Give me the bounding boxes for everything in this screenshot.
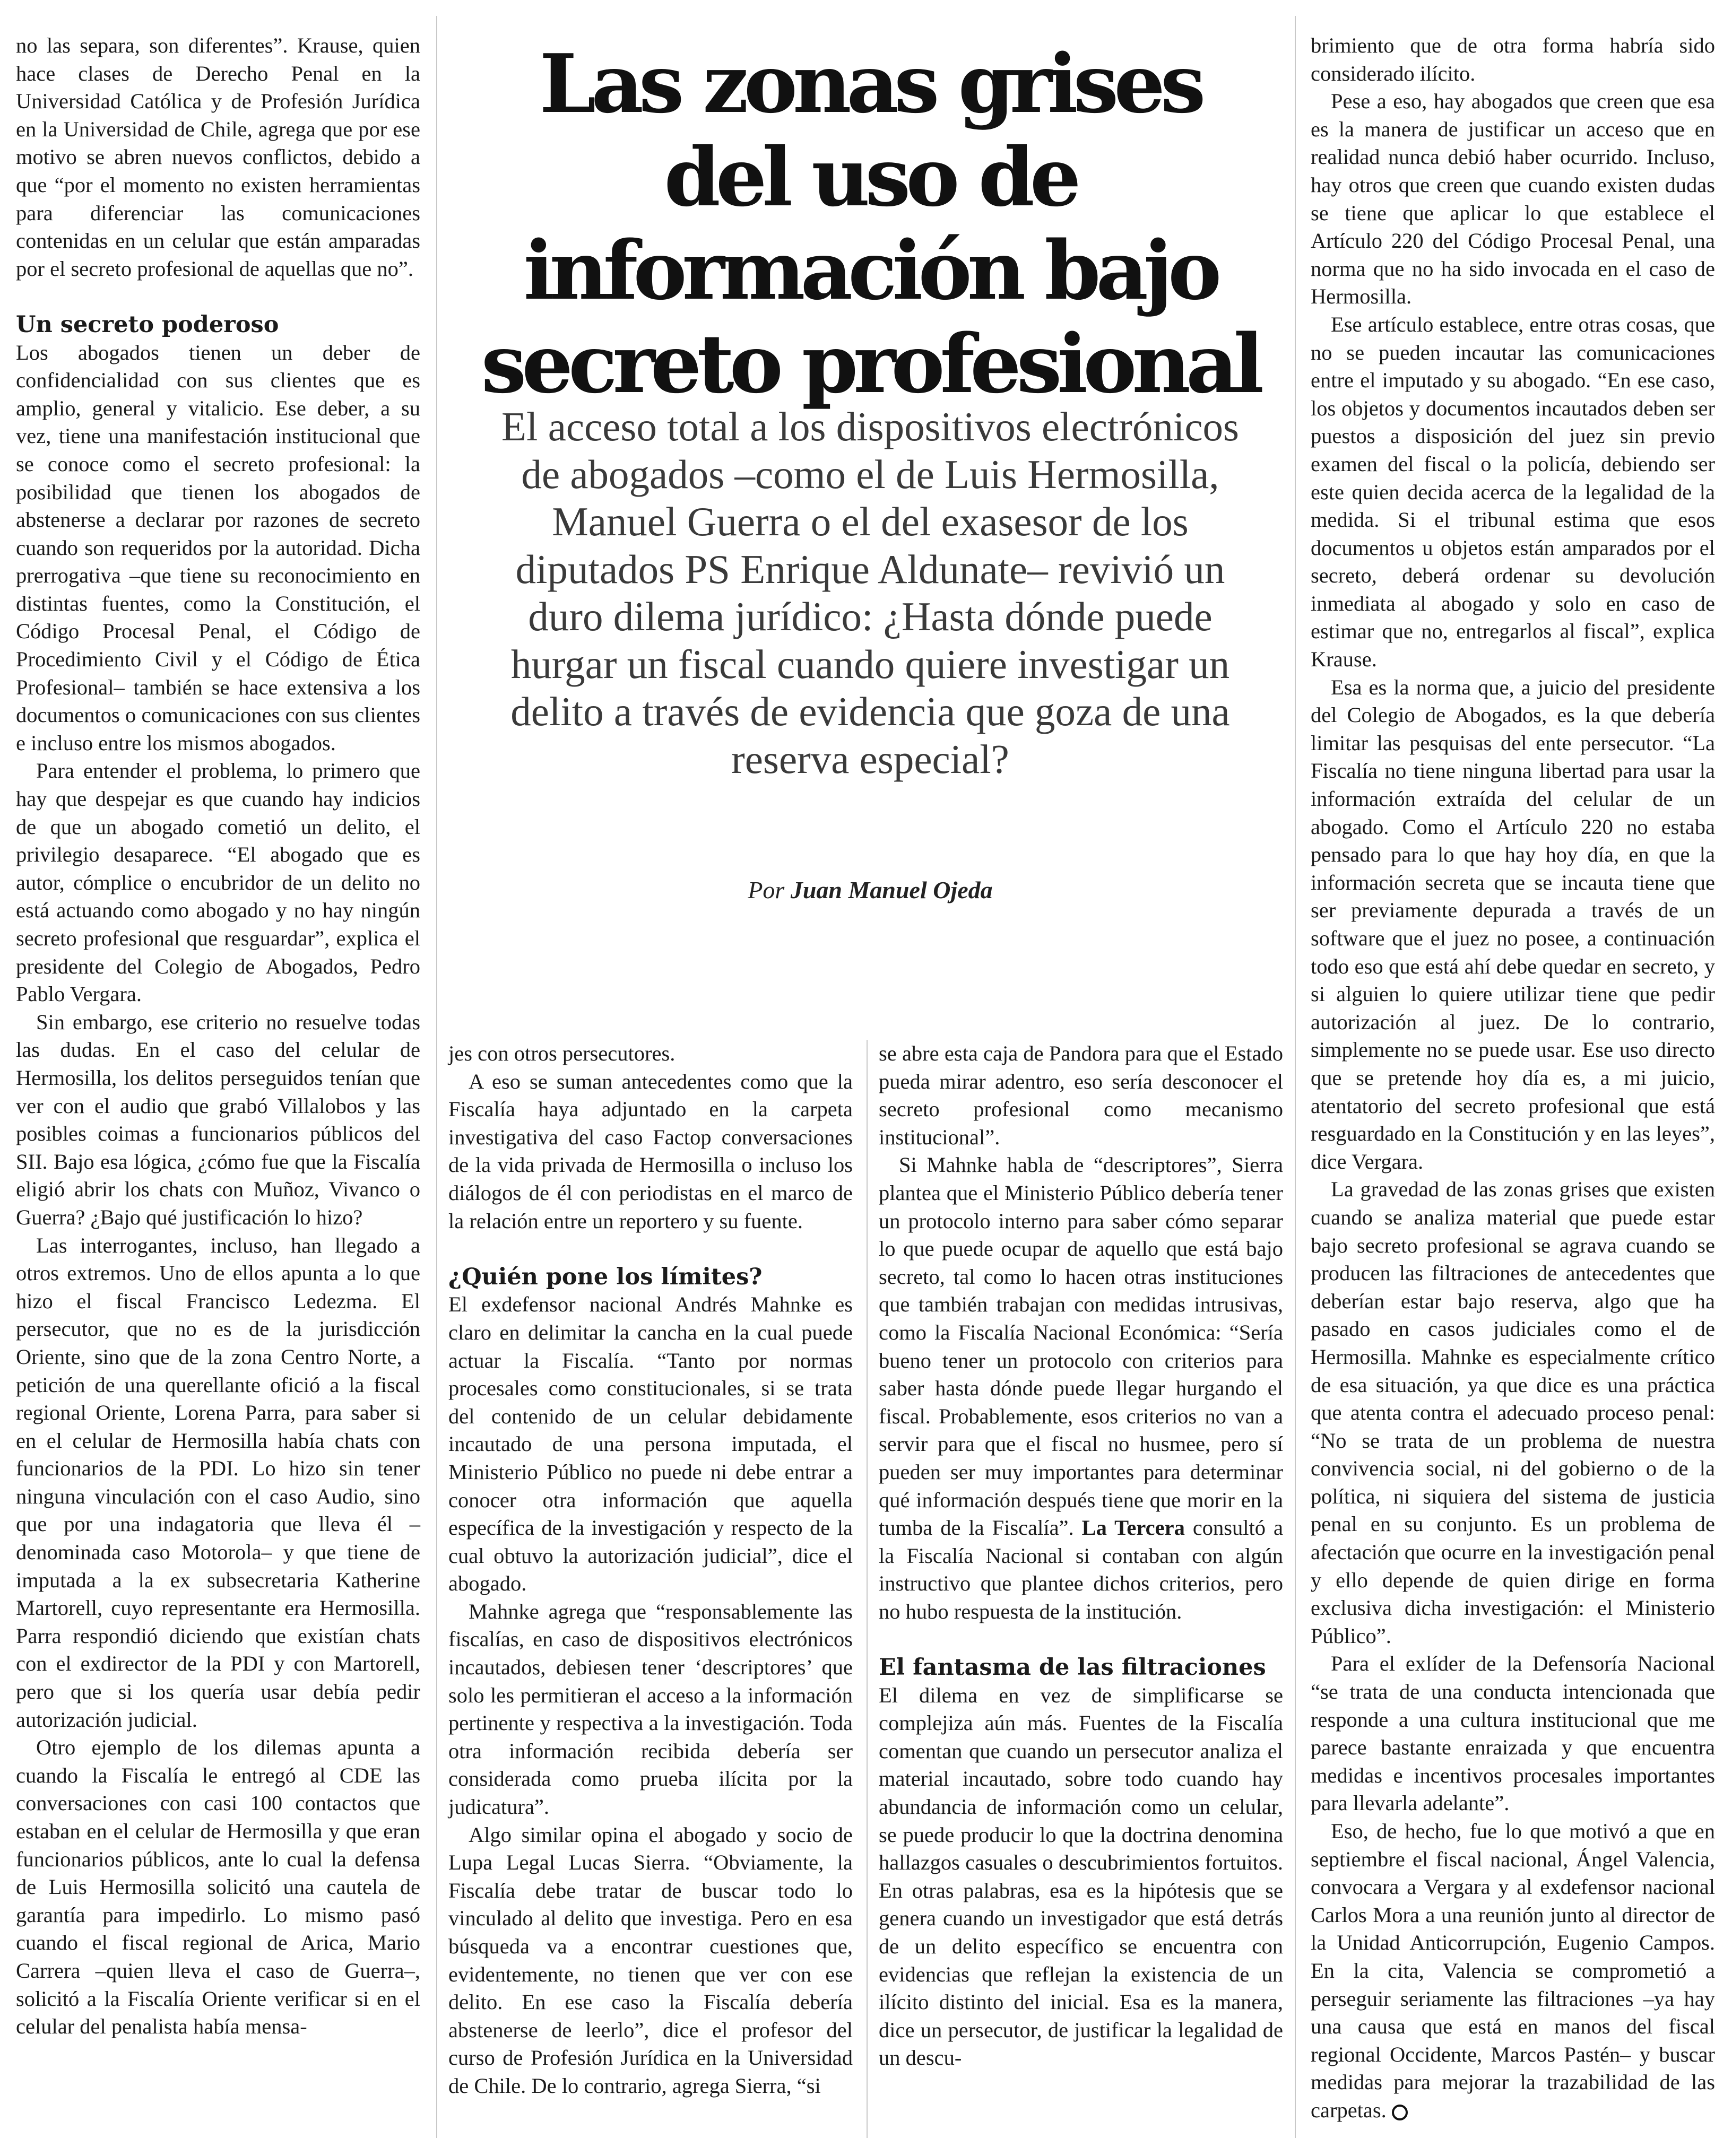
- article-headline: Las zonas grises del uso de información bajo secreto profesional: [481, 36, 1260, 411]
- newspaper-name: La Tercera: [1081, 1516, 1185, 1540]
- paragraph-text: Si Mahnke habla de “descriptores”, Sierra plantea que el Ministerio Público debería tener un protocolo interno para saber cómo separar lo que puede ocupar de aquello que está bajo secreto, tal como lo hacen otras instituciones que también trabajan con medidas intrusivas, como la Fiscalía Nacional Económica: “Sería bueno tener un protocolo con criterios para saber hasta dónde puede llegar hurgando el fiscal. Probablemente, esos criterios no van a servir para que el fiscal no husmee, pero sí pueden ser muy importantes para determinar qué información después tiene que morir en la tumba de la Fiscalía”.: [879, 1153, 1283, 1540]
- section-heading: ¿Quién pone los límites?: [448, 1263, 763, 1290]
- paragraph: El dilema en vez de simplificarse se complejiza aún más. Fuentes de la Fiscalía comentan que cuando un persecutor analiza el material incautado, sobre todo cuando hay abundancia de información como un celular, se puede producir lo que la doctrina denomina hallazgos casuales o descubrimientos fortuitos. En otras palabras, esa es la hipótesis que se genera cuando un investigador que está detrás de un delito específico se encuentra con evidencias que reflejan la existencia de un ilícito distinto del inicial. Esa es la manera, dice un persecutor, de justificar la legalidad de un descu-: [879, 1683, 1283, 2070]
- byline-prefix: Por: [748, 876, 785, 903]
- paragraph-text: Eso, de hecho, fue lo que motivó a que en septiembre el fiscal nacional, Ángel Valencia, convocara a Vergara y al exdefensor nacional Carlos Mora a una reunión junto al director de la Unidad Anticorrupción, Eugenio Campos. En la cita, Valencia se comprometió a perseguir seriamente las filtraciones –ya hay una causa que está en manos del fiscal regional Occidente, Marcos Pastén– y buscar medidas para mejorar la trazabilidad de las carpetas.: [1311, 1819, 1715, 2122]
- section-heading: Un secreto poderoso: [16, 311, 279, 338]
- paragraph: Mahnke agrega que “responsablemente las fiscalías, en caso de dispositivos electrónicos incautados, debiesen tener ‘descriptores’ que solo les permitieran el acceso a la información pertinente y respectiva a la investigación. Toda otra información recibida debería ser considerada como prueba ilícita por la judicatura”.: [448, 1599, 853, 1819]
- column-rule-left: [436, 16, 437, 2138]
- paragraph: [879, 1151, 1283, 1625]
- column-4: [1311, 32, 1715, 2125]
- column-2: [448, 1040, 853, 2100]
- paragraph: Los abogados tienen un deber de confidencialidad con sus clientes que es amplio, general y vitalicio. Ese deber, a su vez, tiene una manifestación institucional que se conoce como el secreto profesional: la posibilidad que tienen los abogados de abstenerse a declarar por razones de secreto cuando son requeridos por la autoridad. Dicha prerrogativa –que tiene su reconocimiento en distintas fuentes, como la Constitución, el Código Procesal Penal, el Código de Procedimiento Civil y el Código de Ética Profesional– también se hace extensiva a los documentos o comunicaciones con sus clientes e incluso entre los mismos abogados.: [16, 340, 420, 755]
- paragraph: Las interrogantes, incluso, han llegado a otros extremos. Uno de ellos apunta a lo que hizo el fiscal Francisco Ledezma. El persecutor, que no es de la jurisdicción Oriente, sino que de la zona Centro Norte, a petición de una querellante ofició a la fiscal regional Oriente, Lorena Parra, para saber si en el celular de Hermosilla había chats con funcionarios de la PDI. Lo hizo sin tener ninguna vinculación con el caso Audio, sino que por una indagatoria que lleva él –denominada caso Motorola– y que tiene de imputada a la ex subsecretaria Katherine Martorell, cuyo representante era Hermosilla. Parra respondió diciendo que existían chats con el exdirector de la PDI y con Martorell, pero que si los quería usar debía pedir autorización judicial.: [16, 1233, 420, 1732]
- paragraph: Otro ejemplo de los dilemas apunta a cuando la Fiscalía le entregó al CDE las conversaciones con casi 100 contactos que estaban en el celular de Hermosilla y que eran funcionarios públicos, ante lo cual la defensa de Luis Hermosilla solicitó una cautela de garantía para impedirlo. Lo mismo pasó cuando el fiscal regional de Arica, Mario Carrera –quien lleva el caso de Guerra–, solicitó a la Fiscalía Oriente verificar si en el celular del penalista había mensa-: [16, 1735, 420, 2039]
- paragraph: [1311, 1818, 1715, 2125]
- byline-author: Juan Manuel Ojeda: [790, 876, 993, 903]
- paragraph: A eso se suman antecedentes como que la Fiscalía haya adjuntado en la carpeta investigativa del caso Factop conversaciones de la vida privada de Hermosilla o incluso los diálogos de él con periodistas en el marco de la relación entre un reportero y su fuente.: [448, 1069, 853, 1233]
- paragraph: Esa es la norma que, a juicio del presidente del Colegio de Abogados, es la que debería limitar las pesquisas del ente persecutor. “La Fiscalía no tiene ninguna libertad para usar la información extraída del celular de un abogado. Como el Artículo 220 no estaba pensado para lo que hay hoy día, en que la información secreta que se incauta tiene que ser previamente depurada a través de un software que el juez no posee, a continuación todo eso que está ahí debe quedar en secreto, y si alguien lo quiere utilizar tiene que pedir autorización al juez. De lo contrario, simplemente no se puede usar. Ese uso directo que se pretende hoy día es, a mi juicio, atentatorio del secreto profesional que está resguardado en la Constitución y en las leyes”, dice Vergara.: [1311, 675, 1715, 1173]
- paragraph: El exdefensor nacional Andrés Mahnke es claro en delimitar la cancha en la cual puede actuar la Fiscalía. “Tanto por normas procesales como constitucionales, si se trata del contenido de un celular debidamente incautado de una persona imputada, el Ministerio Público no puede ni debe entrar a conocer otra información que aquella específica de la investigación y respecto de la cual obtuvo la autorización judicial”, dice el abogado.: [448, 1292, 853, 1596]
- paragraph: Para entender el problema, lo primero que hay que despejar es que cuando hay indicios de que un abogado cometió un delito, el privilegio desaparece. “El abogado que es autor, cómplice o encubridor de un delito no está actuando como abogado y no hay ningún secreto profesional que resguardar”, explica el presidente del Colegio de Abogados, Pedro Pablo Vergara.: [16, 759, 420, 1006]
- paragraph: se abre esta caja de Pandora para que el Estado pueda mirar adentro, eso sería desconocer el secreto profesional como mecanismo institucional”.: [879, 1041, 1283, 1149]
- section-heading: El fantasma de las filtraciones: [879, 1654, 1266, 1681]
- paragraph: Pese a eso, hay abogados que creen que esa es la manera de justificar un acceso que en realidad nunca debió haber ocurrido. Incluso, hay otros que creen que cuando existen dudas se tiene que aplicar lo que establece el Artículo 220 del Código Procesal Penal, una norma que no ha sido invocada en el caso de Hermosilla.: [1311, 89, 1715, 309]
- paragraph: Algo similar opina el abogado y socio de Lupa Legal Lucas Sierra. “Obviamente, la Fiscalía debe tratar de buscar todo lo vinculado al delito que investiga. Pero en esa búsqueda va a encontrar cuestiones que, evidentemente, no tienen que ver con ese delito. En ese caso la Fiscalía debería abstenerse de leerlo”, dice el profesor del curso de Profesión Jurídica en la Universidad de Chile. De lo contrario, agrega Sierra, “si: [448, 1822, 853, 2098]
- article-byline: [478, 875, 1263, 905]
- paragraph: Sin embargo, ese criterio no resuelve todas las dudas. En el caso del celular de Hermosilla, los delitos perseguidos tenían que ver con el audio que grabó Villalobos y las posibles coimas a funcionarios públicos del SII. Bajo esa lógica, ¿cómo fue que la Fiscalía eligió abrir los chats con Muñoz, Vivanco o Guerra? ¿Bajo qué justificación lo hizo?: [16, 1010, 420, 1229]
- paragraph: no las separa, son diferentes”. Krause, quien hace clases de Derecho Penal en la Universidad Católica y de Profesión Jurídica en la Universidad de Chile, agrega que por ese motivo se abren nuevos conflictos, debido a que “por el momento no existen herramientas para diferenciar las comunicaciones contenidas en un celular que están amparadas por el secreto profesional de aquellas que no”.: [16, 33, 420, 281]
- paragraph: jes con otros persecutores.: [448, 1041, 676, 1065]
- column-3: [879, 1040, 1283, 2072]
- paragraph: Ese artículo establece, entre otras cosas, que no se pueden incautar las comunicaciones entre el imputado y su abogado. “En ese caso, los objetos y documentos incautados deben ser puestos a disposición del juez sin previo examen del fiscal o la policía, debiendo ser este quien decida acerca de la legalidad de la medida. Si el tribunal estima que esos documentos u objetos están amparados por el secreto, deberá ordenar su devolución inmediata al abogado y solo en caso de estimar que no, entregarlos al fiscal”, explica Krause.: [1311, 312, 1715, 672]
- paragraph-text: consultó a la Fiscalía Nacional si contaban con algún instructivo que plantee dichos criterios, pero no hubo respuesta de la institución.: [879, 1516, 1283, 1623]
- paragraph: La gravedad de las zonas grises que existen cuando se analiza material que puede estar bajo secreto profesional se agrava cuando se producen las filtraciones de antecedentes que deberían estar bajo reserva, algo que ha pasado en casos judiciales como el de Hermosilla. Mahnke es especialmente crítico de esa situación, ya que dice es una práctica que atenta contra el adecuado proceso penal: “No se trata de un problema de nuestra convivencia social, ni del gobierno o de la política, ni siquiera del sistema de justicia penal en su conjunto. Es un problema de afectación que ocurre en la investigación penal y ello depende de quien dirige en forma exclusiva dicha investigación: el Ministerio Público”.: [1311, 1177, 1715, 1648]
- column-rule-middle: [867, 1040, 868, 2138]
- paragraph: brimiento que de otra forma habría sido considerado ilícito.: [1311, 33, 1715, 85]
- column-rule-right: [1295, 16, 1296, 2138]
- article-deck: El acceso total a los dispositivos electrónicos de abogados –como el de Luis Hermosilla, Manuel Guerra o el del exasesor de los diputados PS Enrique Aldunate– revivió un duro dilema jurídico: ¿Hasta dónde puede hurgar un fiscal cuando quiere investigar un delito a través de evidencia que goza de una reserva especial?: [501, 404, 1239, 782]
- column-1: [16, 32, 420, 2041]
- paragraph: Para el exlíder de la Defensoría Nacional “se trata de una conducta intencionada que responde a una cultura institucional que me parece bastante enraizada y que encuentra medidas e incentivos procesales importantes para llevarla adelante”.: [1311, 1651, 1715, 1815]
- end-of-article-icon: [1392, 2105, 1408, 2120]
